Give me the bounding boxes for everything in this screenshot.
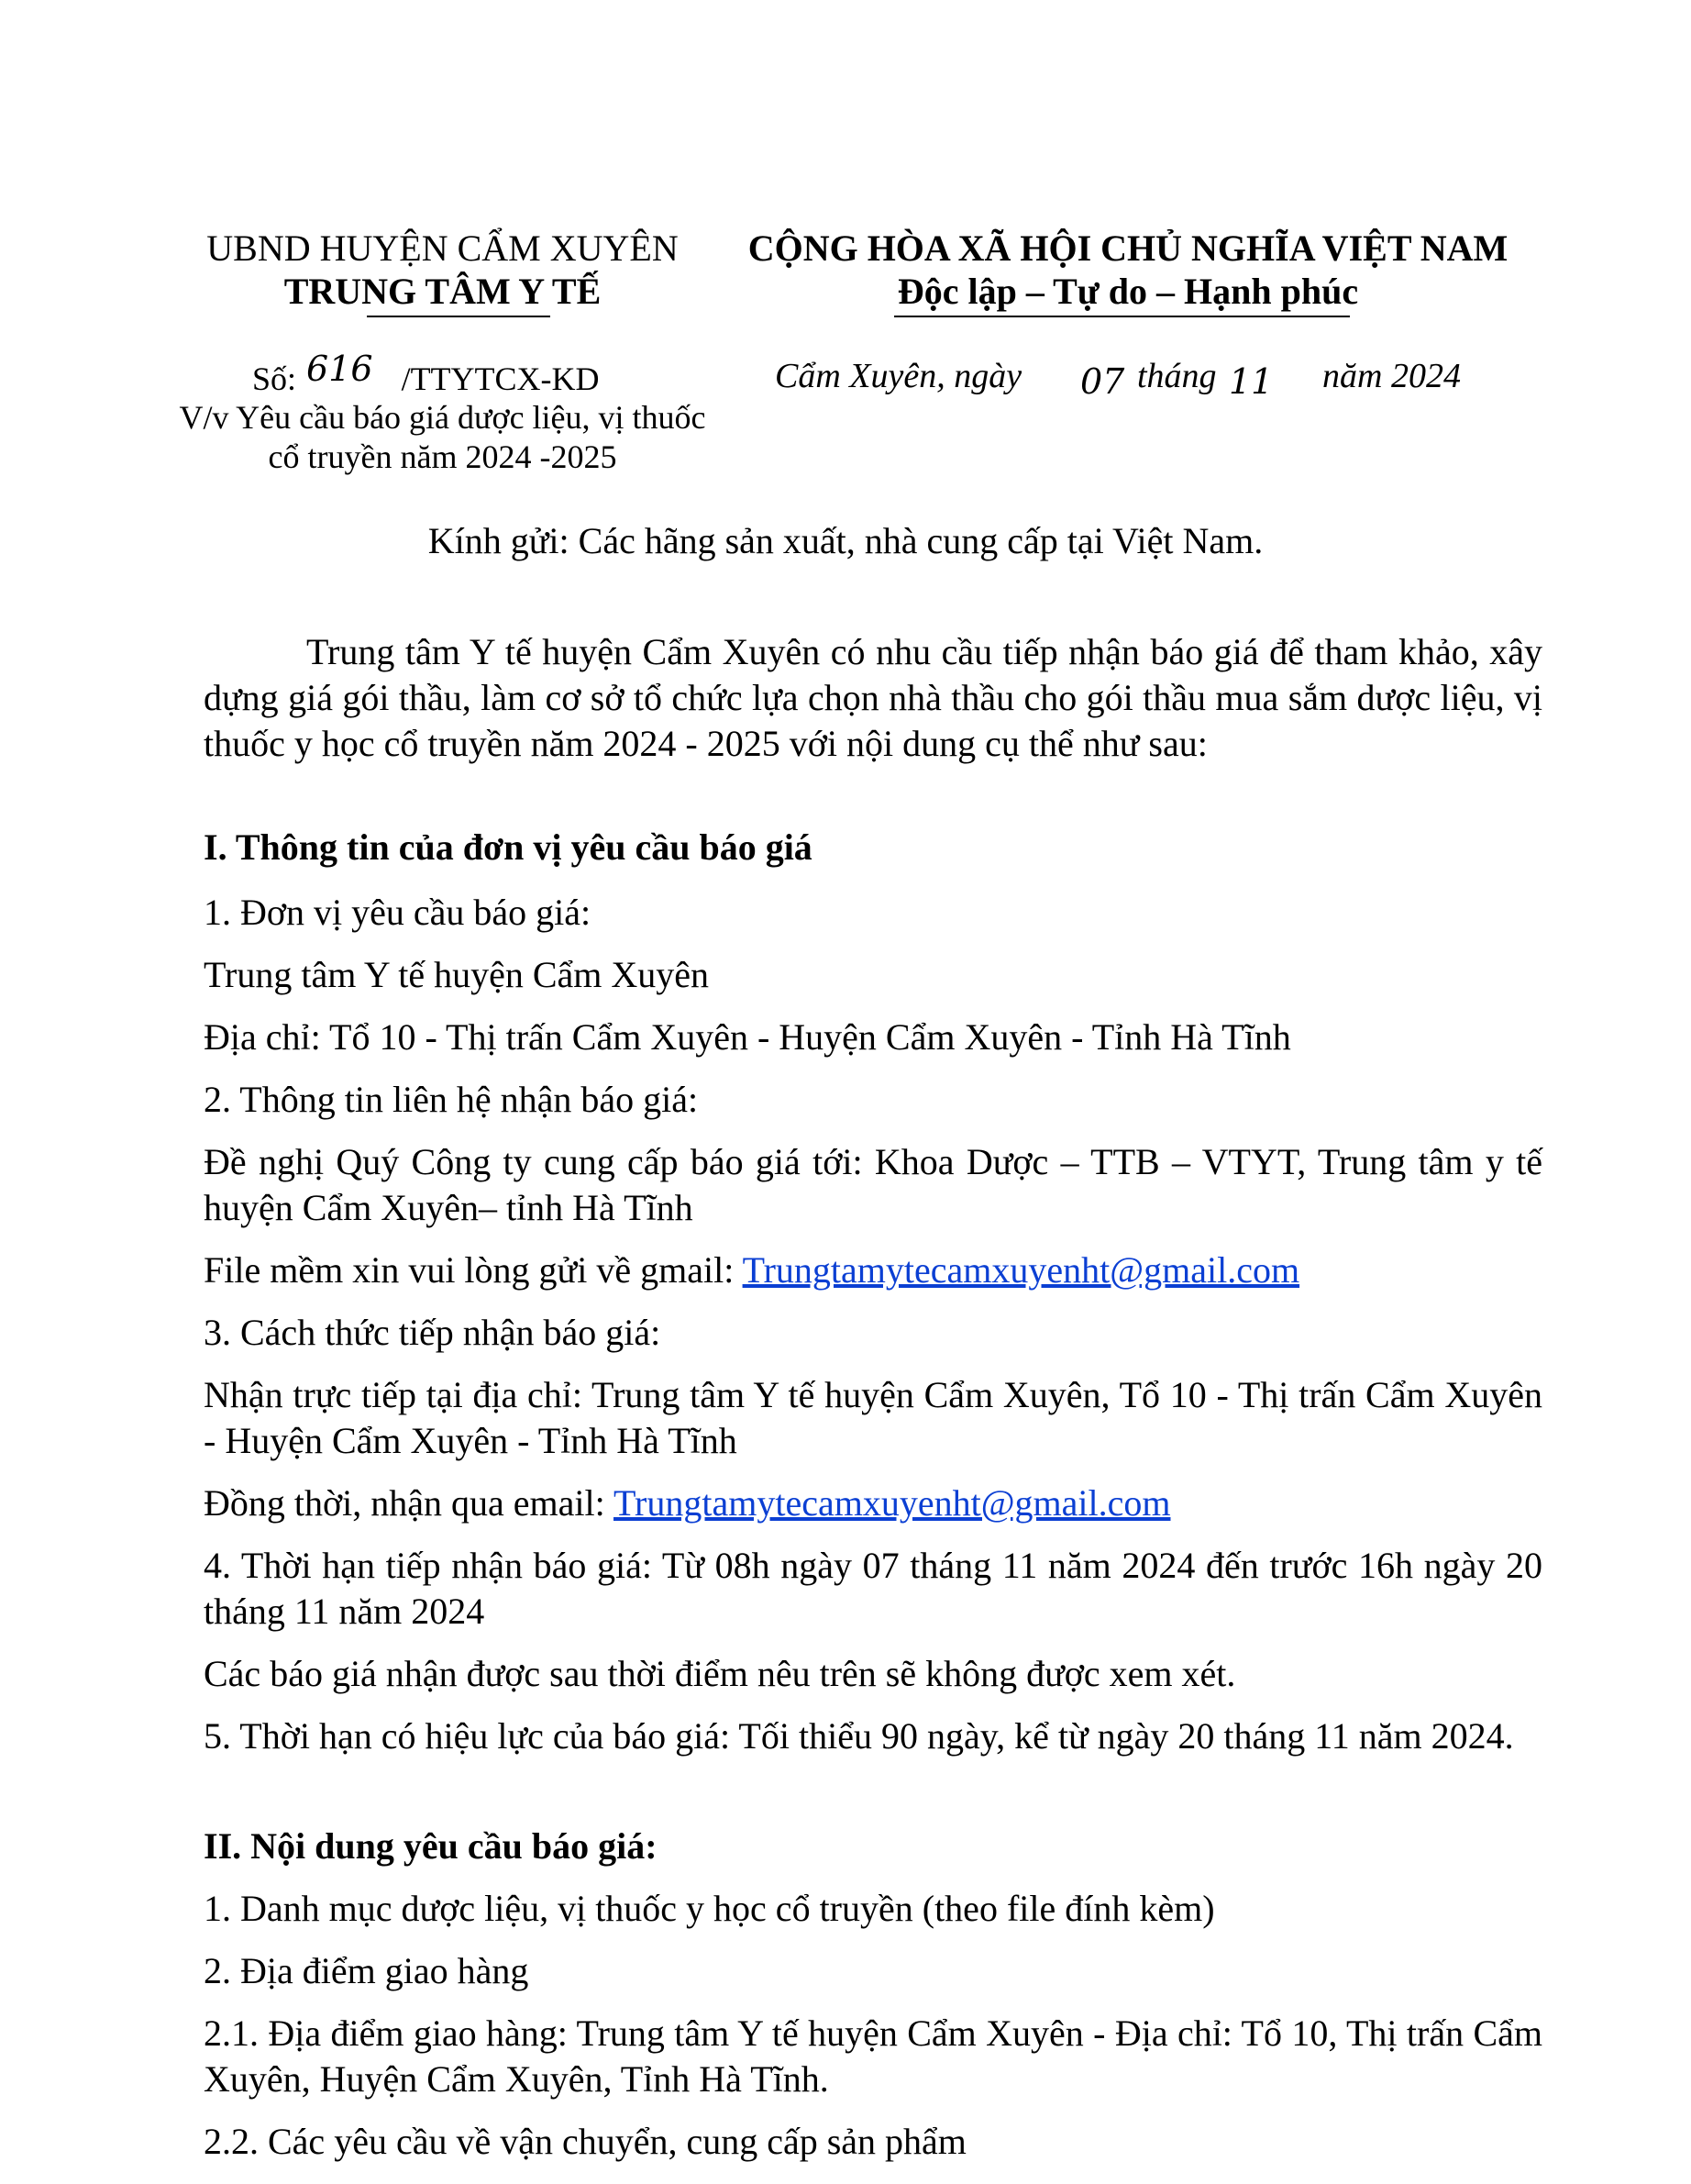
date-place: Cẩm Xuyên, ngày	[775, 357, 1022, 395]
email-receipt-link[interactable]: Trungtamytecamxuyenht@gmail.com	[613, 1482, 1171, 1524]
softfile-label: File mềm xin vui lòng gửi về gmail:	[204, 1249, 743, 1291]
document-number	[252, 349, 600, 399]
issuer-underline	[367, 316, 550, 317]
date-month: 11	[1229, 361, 1274, 402]
number-handwritten: 616	[306, 349, 373, 389]
requesting-unit-name: Trung tâm Y tế huyện Cẩm Xuyên	[204, 954, 710, 995]
section-1-heading: I. Thông tin của đơn vị yêu cầu báo giá	[204, 826, 812, 868]
contact-request-paragraph: Đề nghị Quý Công ty cung cấp báo giá tới: Khoa Dược – TTB – VTYT, Trung tâm y tế huyện Cẩm Xuyên– tỉnh Hà Tĩnh	[204, 1141, 1542, 1228]
number-code: /TTYTCX-KD	[401, 360, 600, 397]
motto-underline	[894, 316, 1350, 317]
number-label: Số:	[252, 360, 297, 397]
national-motto: Độc lập – Tự do – Hạnh phúc	[897, 271, 1359, 312]
section-2-item-1: 1. Danh mục dược liệu, vị thuốc y học cổ truyền (theo file đính kèm)	[204, 1888, 1215, 1929]
subject-line-2: cổ truyền năm 2024 -2025	[268, 438, 617, 475]
date-day: 07	[1080, 361, 1125, 402]
softfile-line	[204, 1247, 1299, 1293]
section-2-item-2: 2. Địa điểm giao hàng	[204, 1950, 529, 1991]
section-2-item-2-2: 2.2. Các yêu cầu về vận chuyển, cung cấp sản phẩm	[204, 2121, 967, 2162]
email-receipt-label: Đồng thời, nhận qua email:	[204, 1482, 614, 1524]
section-2-heading: II. Nội dung yêu cầu báo giá:	[204, 1825, 658, 1867]
recipient-line: Kính gửi: Các hãng sản xuất, nhà cung cấp tại Việt Nam.	[427, 520, 1264, 561]
date-month-label: tháng	[1137, 357, 1217, 395]
email-receipt-line	[204, 1480, 1171, 1526]
item-4-paragraph: 4. Thời hạn tiếp nhận báo giá: Từ 08h ngày 07 tháng 11 năm 2024 đến trước 16h ngày 20 tháng 11 năm 2024	[204, 1545, 1542, 1632]
direct-receipt-paragraph: Nhận trực tiếp tại địa chỉ: Trung tâm Y tế huyện Cẩm Xuyên, Tổ 10 - Thị trấn Cẩm Xuyên - Huyện Cẩm Xuyên - Tỉnh Hà Tĩnh	[204, 1374, 1542, 1461]
issuer-authority: UBND HUYỆN CẨM XUYÊN	[206, 227, 679, 269]
late-note: Các báo giá nhận được sau thời điểm nêu trên sẽ không được xem xét.	[204, 1653, 1236, 1694]
intro-paragraph: Trung tâm Y tế huyện Cẩm Xuyên có nhu cầu tiếp nhận báo giá để tham khảo, xây dựng giá gói thầu, làm cơ sở tổ chức lựa chọn nhà thầu cho gói thầu mua sắm dược liệu, vị thuốc y học cổ truyền năm 2024 - 2025 với nội dung cụ thể như sau:	[204, 631, 1542, 764]
item-1-title: 1. Đơn vị yêu cầu báo giá:	[204, 892, 591, 933]
unit-address: Địa chỉ: Tổ 10 - Thị trấn Cẩm Xuyên - Huyện Cẩm Xuyên - Tỉnh Hà Tĩnh	[204, 1016, 1291, 1058]
national-title: CỘNG HÒA XÃ HỘI CHỦ NGHĨA VIỆT NAM	[747, 227, 1509, 269]
date-year: năm 2024	[1322, 357, 1461, 395]
item-2-title: 2. Thông tin liên hệ nhận báo giá:	[204, 1079, 699, 1120]
item-3-title: 3. Cách thức tiếp nhận báo giá:	[204, 1312, 661, 1353]
email-link[interactable]: Trungtamytecamxuyenht@gmail.com	[742, 1249, 1300, 1291]
section-2-item-2-1: 2.1. Địa điểm giao hàng: Trung tâm Y tế huyện Cẩm Xuyên - Địa chỉ: Tổ 10, Thị trấn Cẩm Xuyên, Huyện Cẩm Xuyên, Tỉnh Hà Tĩnh.	[204, 2012, 1542, 2100]
issuer-name: TRUNG TÂM Y TẾ	[283, 271, 602, 312]
subject-line-1: V/v Yêu cầu báo giá dược liệu, vị thuốc	[179, 399, 706, 436]
item-5-paragraph: 5. Thời hạn có hiệu lực của báo giá: Tối thiểu 90 ngày, kể từ ngày 20 tháng 11 năm 2024.	[204, 1715, 1514, 1757]
